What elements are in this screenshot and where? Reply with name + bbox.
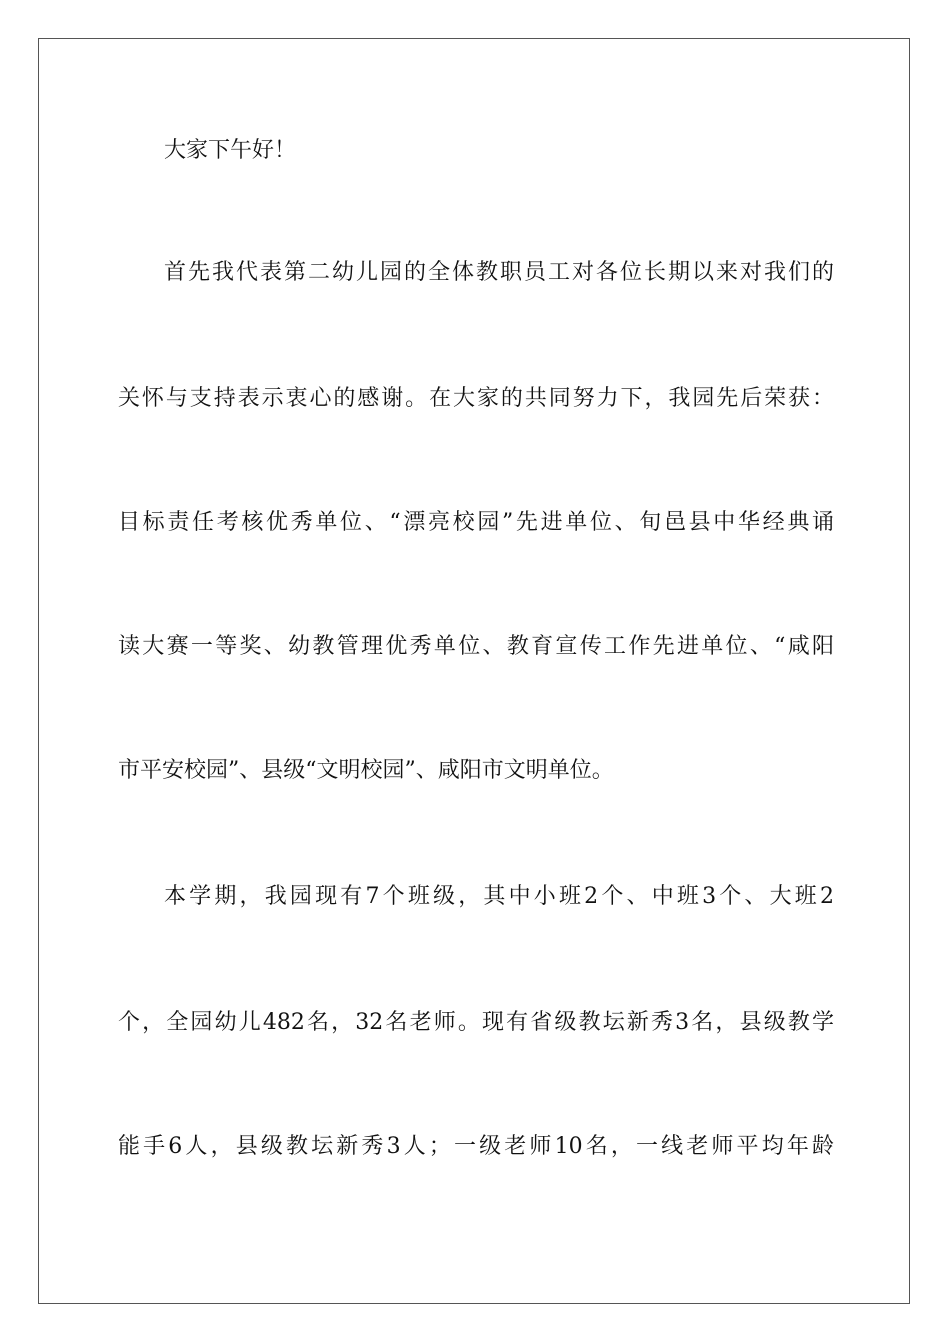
paragraph-line: 目标责任考核优秀单位、“漂亮校园”先进单位、旬邑县中华经典诵 [118,510,834,535]
paragraph-line: 市平安校园”、县级“文明校园”、咸阳市文明单位。 [118,758,614,783]
paragraph-line: 关怀与支持表示衷心的感谢。在大家的共同努力下，我园先后荣获： [118,386,834,411]
paragraph-line: 首先我代表第二幼儿园的全体教职员工对各位长期以来对我们的 [164,260,834,285]
greeting-line: 大家下午好！ [164,138,297,163]
page-border [38,38,910,1304]
paragraph-line: 能手6人，县级教坛新秀3人；一级老师10名，一线老师平均年龄 [118,1134,834,1159]
paragraph-line: 个，全园幼儿482名，32名老师。现有省级教坛新秀3名，县级教学 [118,1010,834,1035]
paragraph-line: 读大赛一等奖、幼教管理优秀单位、教育宣传工作先进单位、“咸阳 [118,634,834,659]
paragraph-line: 本学期，我园现有7个班级，其中小班2个、中班3个、大班2 [164,884,834,909]
